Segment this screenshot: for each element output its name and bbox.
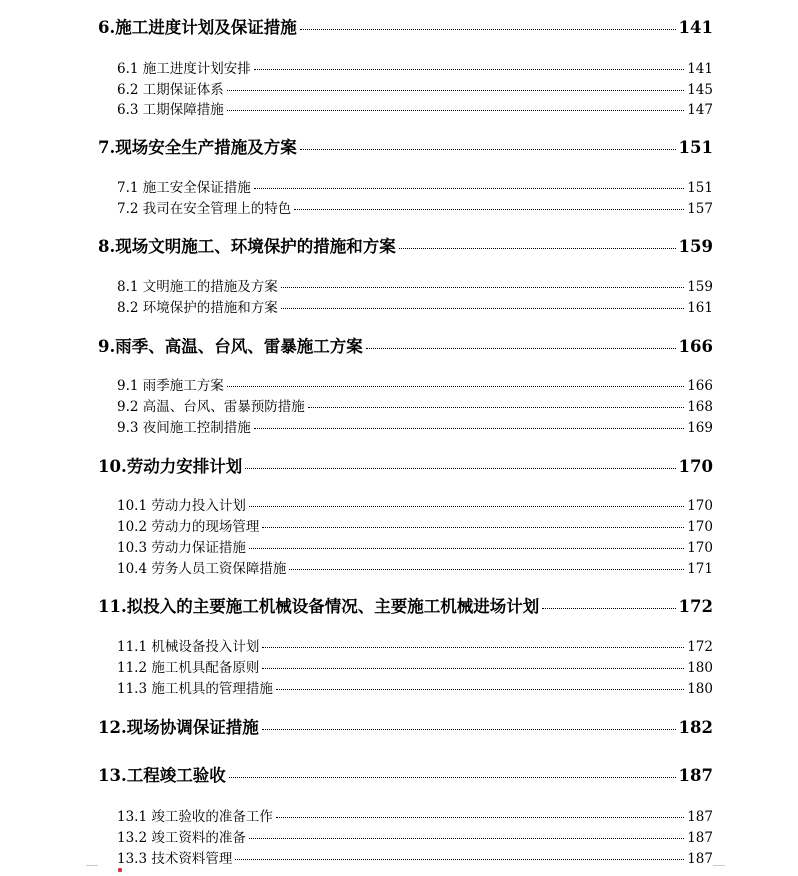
toc-entry-label: 9.雨季、高温、台风、雷暴施工方案 xyxy=(98,337,363,356)
dot-leader xyxy=(254,188,684,189)
toc-subentry[interactable] xyxy=(117,416,713,436)
dot-leader xyxy=(254,428,684,429)
toc-subentry[interactable] xyxy=(117,635,713,655)
dot-leader xyxy=(366,348,676,349)
dot-leader xyxy=(399,248,676,249)
toc-entry-label: 11.2 施工机具配备原则 xyxy=(117,660,260,676)
toc-heading-entry[interactable] xyxy=(98,453,713,477)
toc-subentry[interactable] xyxy=(117,515,713,535)
toc-page-number: 172 xyxy=(678,597,713,616)
toc-subentry[interactable] xyxy=(117,296,713,316)
toc-subentry[interactable] xyxy=(117,98,713,118)
dot-leader xyxy=(300,29,676,30)
toc-entry-label: 10.劳动力安排计划 xyxy=(98,457,243,476)
dot-leader xyxy=(227,110,684,111)
toc-entry-label: 7.现场安全生产措施及方案 xyxy=(98,138,297,157)
toc-entry-label: 9.1 雨季施工方案 xyxy=(117,378,224,394)
toc-entry-label: 6.施工进度计划及保证措施 xyxy=(98,18,297,37)
toc-page-number: 180 xyxy=(687,681,713,697)
toc-page-number: 187 xyxy=(687,830,713,846)
toc-entry-label: 11.1 机械设备投入计划 xyxy=(117,639,260,655)
dot-leader xyxy=(276,817,684,818)
toc-entry-label: 12.现场协调保证措施 xyxy=(98,718,259,737)
dot-leader xyxy=(289,569,684,570)
toc-entry-label: 10.3 劳动力保证措施 xyxy=(117,540,246,556)
toc-entry-label: 10.2 劳动力的现场管理 xyxy=(117,519,260,535)
toc-entry-label: 9.3 夜间施工控制措施 xyxy=(117,420,251,436)
toc-page-number: 151 xyxy=(687,180,713,196)
dot-leader xyxy=(249,506,684,507)
toc-page-number: 141 xyxy=(678,18,713,37)
toc-heading-entry[interactable] xyxy=(98,134,713,158)
dot-leader xyxy=(235,859,684,860)
dot-leader xyxy=(262,647,684,648)
toc-page-number: 172 xyxy=(687,639,713,655)
toc-subentry[interactable] xyxy=(117,805,713,825)
toc-page-number: 166 xyxy=(678,337,713,356)
toc-page-number: 180 xyxy=(687,660,713,676)
toc-entry-label: 11.3 施工机具的管理措施 xyxy=(117,681,273,697)
toc-entry-label: 7.1 施工安全保证措施 xyxy=(117,180,251,196)
dot-leader xyxy=(249,548,684,549)
toc-entry-label: 8.1 文明施工的措施及方案 xyxy=(117,279,278,295)
dot-leader xyxy=(249,838,684,839)
dot-leader xyxy=(229,777,676,778)
dot-leader xyxy=(308,407,684,408)
toc-heading-entry[interactable] xyxy=(98,762,713,786)
toc-page-number: 159 xyxy=(678,237,713,256)
toc-subentry[interactable] xyxy=(117,847,713,867)
dot-leader xyxy=(294,209,684,210)
toc-page-number: 168 xyxy=(687,399,713,415)
toc-page-number: 147 xyxy=(687,102,713,118)
toc-entry-label: 13.工程竣工验收 xyxy=(98,766,226,785)
toc-subentry[interactable] xyxy=(117,78,713,98)
toc-page-number: 182 xyxy=(678,718,713,737)
toc-entry-label: 6.2 工期保证体系 xyxy=(117,82,224,98)
cursor-mark xyxy=(118,868,122,872)
toc-subentry[interactable] xyxy=(117,176,713,196)
page-corner-mark-left xyxy=(86,865,98,876)
dot-leader xyxy=(542,608,675,609)
dot-leader xyxy=(300,149,676,150)
toc-entry-label: 9.2 高温、台风、雷暴预防措施 xyxy=(117,399,305,415)
dot-leader xyxy=(245,468,675,469)
toc-heading-entry[interactable] xyxy=(98,714,713,738)
dot-leader xyxy=(227,90,684,91)
toc-page-number: 170 xyxy=(687,519,713,535)
toc-subentry[interactable] xyxy=(117,395,713,415)
toc-entry-label: 7.2 我司在安全管理上的特色 xyxy=(117,201,292,217)
toc-subentry[interactable] xyxy=(117,536,713,556)
toc-entry-label: 6.3 工期保障措施 xyxy=(117,102,224,118)
dot-leader xyxy=(281,308,684,309)
toc-page-number: 145 xyxy=(687,82,713,98)
toc-entry-label: 10.4 劳务人员工资保障措施 xyxy=(117,561,287,577)
toc-entry-label: 13.1 竣工验收的准备工作 xyxy=(117,809,273,825)
toc-entry-label: 6.1 施工进度计划安排 xyxy=(117,61,251,77)
toc-subentry[interactable] xyxy=(117,57,713,77)
toc-page-number: 166 xyxy=(687,378,713,394)
dot-leader xyxy=(254,69,684,70)
toc-heading-entry[interactable] xyxy=(98,14,713,38)
toc-heading-entry[interactable] xyxy=(98,333,713,357)
toc-subentry[interactable] xyxy=(117,494,713,514)
toc-subentry[interactable] xyxy=(117,275,713,295)
dot-leader xyxy=(262,729,676,730)
toc-page-number: 159 xyxy=(687,279,713,295)
dot-leader xyxy=(276,689,684,690)
toc-heading-entry[interactable] xyxy=(98,593,713,617)
toc-subentry[interactable] xyxy=(117,656,713,676)
toc-page-number: 157 xyxy=(687,201,713,217)
toc-subentry[interactable] xyxy=(117,557,713,577)
toc-entry-label: 8.现场文明施工、环境保护的措施和方案 xyxy=(98,237,396,256)
dot-leader xyxy=(281,287,684,288)
toc-page-number: 187 xyxy=(687,809,713,825)
toc-page-number: 187 xyxy=(678,766,713,785)
toc-heading-entry[interactable] xyxy=(98,233,713,257)
toc-page-number: 187 xyxy=(687,851,713,867)
toc-entry-label: 13.2 竣工资料的准备 xyxy=(117,830,246,846)
toc-page-number: 171 xyxy=(687,561,713,577)
toc-page-number: 161 xyxy=(687,300,713,316)
toc-subentry[interactable] xyxy=(117,826,713,846)
dot-leader xyxy=(227,386,684,387)
toc-entry-label: 8.2 环境保护的措施和方案 xyxy=(117,300,278,316)
toc-page-number: 141 xyxy=(687,61,713,77)
toc-page-number: 170 xyxy=(687,540,713,556)
toc-entry-label: 10.1 劳动力投入计划 xyxy=(117,498,246,514)
toc-page-number: 151 xyxy=(678,138,713,157)
toc-page-number: 170 xyxy=(687,498,713,514)
dot-leader xyxy=(262,668,684,669)
toc-entry-label: 13.3 技术资料管理 xyxy=(117,851,233,867)
toc-subentry[interactable] xyxy=(117,374,713,394)
toc-subentry[interactable] xyxy=(117,197,713,217)
toc-entry-label: 11.拟投入的主要施工机械设备情况、主要施工机械进场计划 xyxy=(98,597,540,616)
toc-page-number: 169 xyxy=(687,420,713,436)
toc-subentry[interactable] xyxy=(117,677,713,697)
page-corner-mark-right xyxy=(713,865,725,876)
dot-leader xyxy=(262,527,684,528)
toc-page-number: 170 xyxy=(678,457,713,476)
